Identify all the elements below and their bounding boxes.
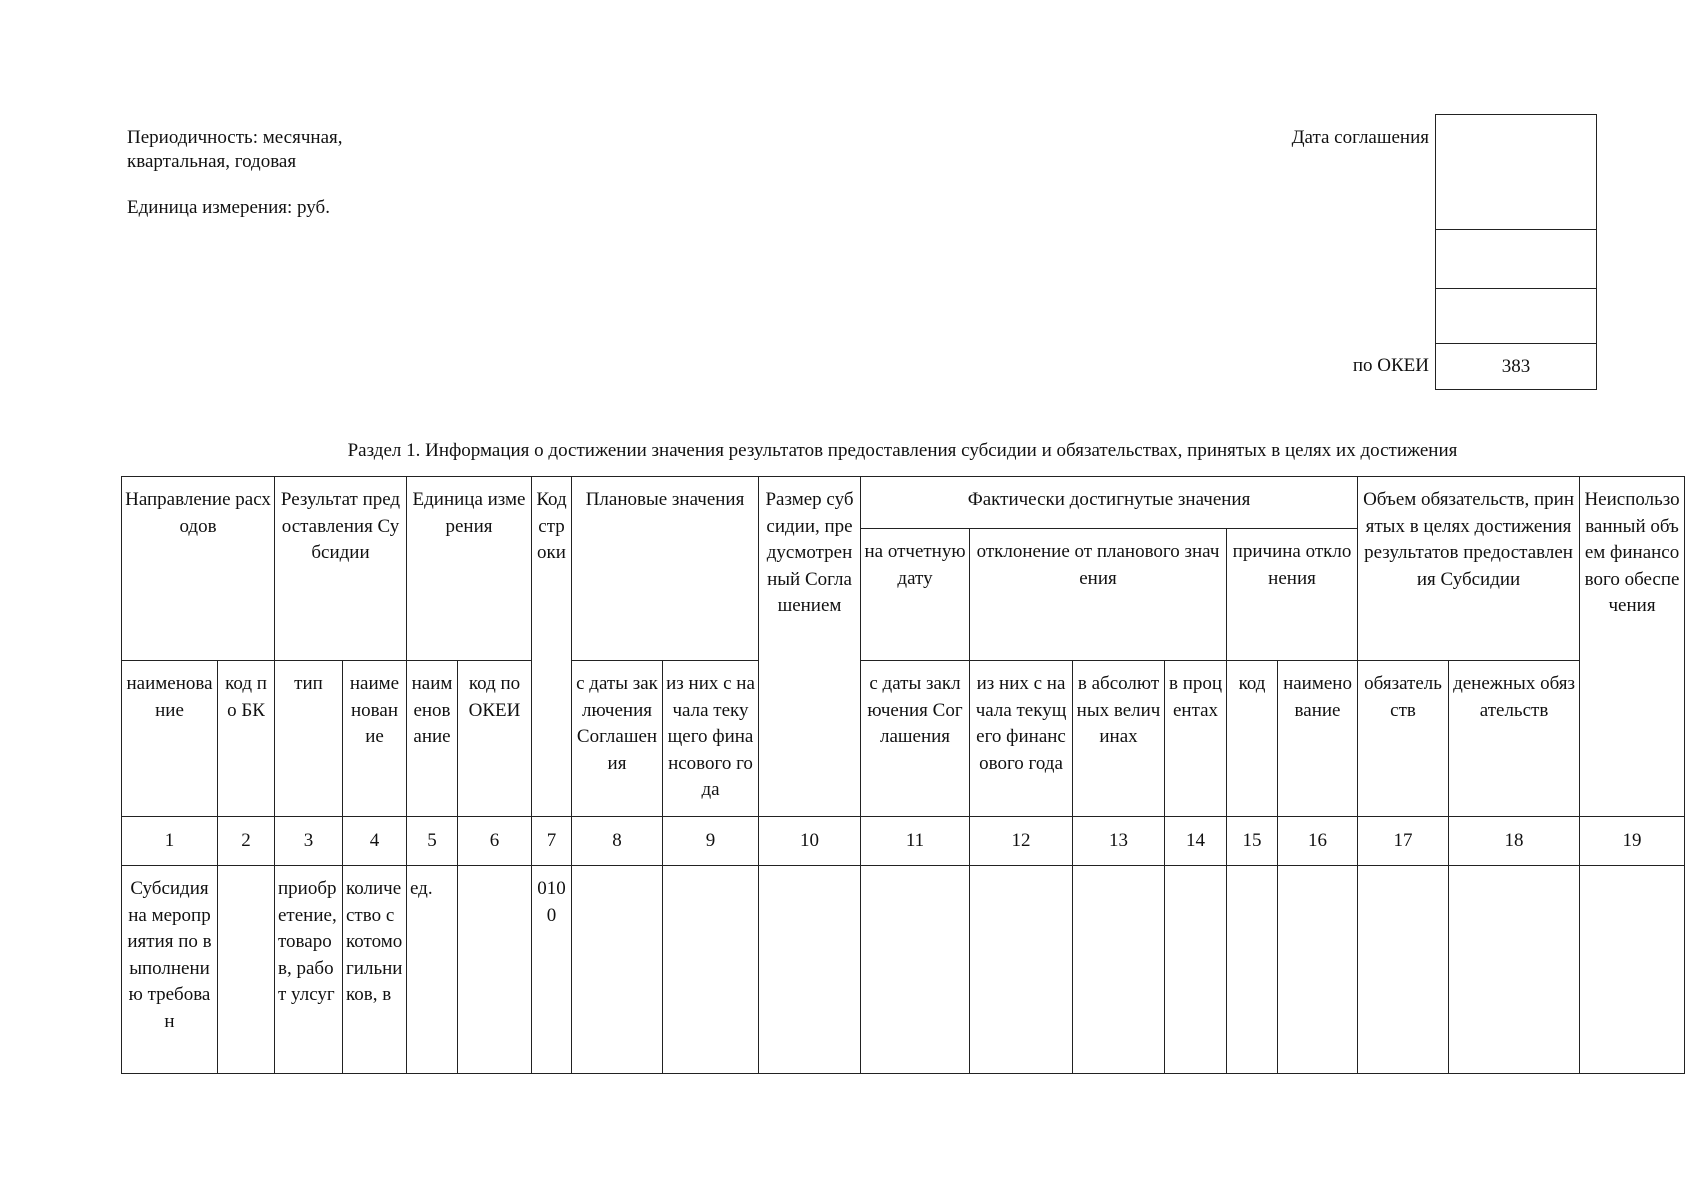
section-title: Раздел 1. Информация о достижении значения результатов предоставления субсидии и обязательствах, принятых в целях их достижения [347,440,1458,461]
results-table [121,476,1685,1074]
column-number: 14 [1165,817,1227,866]
header-actual: Фактически достигнутые значения [861,477,1358,529]
subheader-c12: из них с начала текущего финансового года [970,661,1073,817]
code-cell-2[interactable] [1436,230,1596,289]
cell-bk-code[interactable] [218,866,275,1074]
subheader-c17: обязательств [1358,661,1449,817]
okei-code-value: 383 [1501,356,1531,377]
column-number: 18 [1449,817,1580,866]
header-reason: причина отклонения [1227,529,1358,661]
column-number: 12 [970,817,1073,866]
header-planned: Плановые значения [572,477,759,661]
unit-label: Единица измерения: руб. [127,197,330,218]
column-number: 8 [572,817,663,866]
subheader-c2: код по БК [218,661,275,817]
subheader-c6: код по ОКЕИ [458,661,532,817]
header-result: Результат предоставления Субсидии [275,477,407,661]
cell-monetary-commitments[interactable] [1449,866,1580,1074]
subheader-c16: наименование [1278,661,1358,817]
table-row [122,866,1685,1074]
header-subsidy-size: Размер субсидии, предусмотренный Соглашением [759,477,861,817]
column-number: 6 [458,817,532,866]
header-on-date: на отчетную дату [861,529,970,661]
periodicity-line-2: квартальная, годовая [127,151,297,172]
column-number: 3 [275,817,343,866]
cell-commitments[interactable] [1358,866,1449,1074]
cell-reason-code[interactable] [1227,866,1278,1074]
subheader-c18: денежных обязательств [1449,661,1580,817]
column-number: 5 [407,817,458,866]
subheader-c3: тип [275,661,343,817]
header-unit: Единица измерения [407,477,532,661]
cell-subsidy-size[interactable] [759,866,861,1074]
cell-line-code[interactable]: 0100 [532,866,572,1074]
cell-actual-since-agreement[interactable] [861,866,970,1074]
column-number: 1 [122,817,218,866]
code-cell-3[interactable] [1436,289,1596,344]
cell-planned-since-year[interactable] [663,866,759,1074]
column-number: 7 [532,817,572,866]
cell-okei-code[interactable] [458,866,532,1074]
column-number: 13 [1073,817,1165,866]
subheader-c11: с даты заключения Соглашения [861,661,970,817]
agreement-date-cell[interactable] [1436,115,1596,230]
subheader-c1: наименование [122,661,218,817]
periodicity-label [127,126,343,174]
cell-deviation-absolute[interactable] [1073,866,1165,1074]
column-number: 10 [759,817,861,866]
subheader-c5: наименование [407,661,458,817]
cell-unused-amount[interactable] [1580,866,1685,1074]
code-box [1435,114,1597,390]
cell-result-type[interactable]: приобретение, товаров, работ улсуг [275,866,343,1074]
cell-actual-since-year[interactable] [970,866,1073,1074]
header-deviation: отклонение от планового значения [970,529,1227,661]
subheader-c4: наименование [343,661,407,817]
column-number: 17 [1358,817,1449,866]
periodicity-line-1: Периодичность: месячная, [127,127,343,148]
cell-deviation-percent[interactable] [1165,866,1227,1074]
column-number: 19 [1580,817,1685,866]
header-direction: Направление расходов [122,477,275,661]
column-number: 11 [861,817,970,866]
cell-result-name[interactable]: количество скотомогильников, в [343,866,407,1074]
cell-unit-name[interactable]: ед. [407,866,458,1074]
header-line-code: Код строки [532,477,572,817]
agreement-date-label: Дата соглашения [1291,127,1429,148]
column-number: 15 [1227,817,1278,866]
cell-planned-since-agreement[interactable] [572,866,663,1074]
cell-direction-name[interactable]: Субсидия на мероприятия по выполнению требован [122,866,218,1074]
column-number: 4 [343,817,407,866]
column-number: 16 [1278,817,1358,866]
subheader-c14: в процентах [1165,661,1227,817]
column-number: 9 [663,817,759,866]
subheader-c13: в абсолютных величинах [1073,661,1165,817]
subheader-c9: из них с начала текущего финансового года [663,661,759,817]
column-number-row [122,817,1685,866]
subheader-c15: код [1227,661,1278,817]
okei-label: по ОКЕИ [1352,355,1429,376]
cell-reason-name[interactable] [1278,866,1358,1074]
header-unused: Неиспользованный объем финансового обеспечения [1580,477,1685,817]
subheader-c8: с даты заключения Соглашения [572,661,663,817]
column-number: 2 [218,817,275,866]
header-commitments: Объем обязательств, принятых в целях достижения результатов предоставления Субсидии [1358,477,1580,661]
